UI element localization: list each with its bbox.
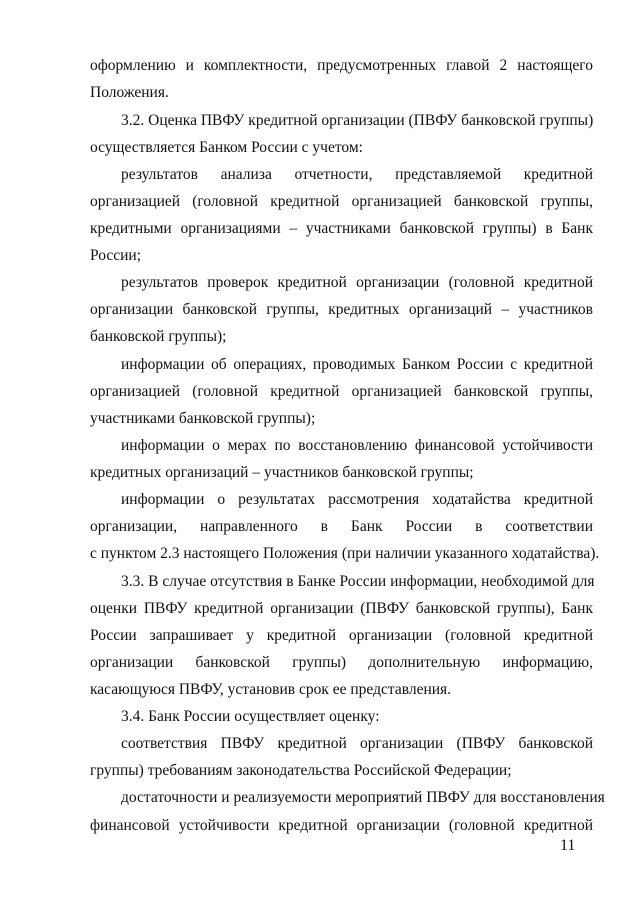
paragraph-3-2-heading: 3.2. Оценка ПВФУ кредитной организации (ПВФУ банковской группы): [121, 112, 594, 129]
text-line: организацией (головной кредитной организацией банковской группы,: [90, 383, 593, 400]
list-item-start: информации об операциях, проводимых Банком России с кредитной: [121, 356, 593, 373]
paragraph-3-4-heading: 3.4. Банк России осуществляет оценку:: [121, 708, 380, 725]
paragraph-3-3-heading: 3.3. В случае отсутствия в Банке России информации, необходимой для: [121, 573, 595, 590]
text-line: Положения.: [90, 84, 169, 101]
list-item-start: результатов проверок кредитной организации (головной кредитной: [121, 274, 593, 291]
text-line: банковской группы);: [90, 328, 227, 345]
text-line: кредитными организациями – участниками банковской группы) в Банк: [90, 220, 593, 237]
list-item-start: информации о мерах по восстановлению финансовой устойчивости: [121, 437, 593, 454]
text-line: России запрашивает у кредитной организации (головной кредитной: [90, 627, 593, 644]
text-line: кредитных организаций – участников банковской группы;: [90, 464, 474, 481]
text-line: оформлению и комплектности, предусмотренных главой 2 настоящего: [90, 57, 593, 74]
list-item-start: информации о результатах рассмотрения ходатайства кредитной: [121, 491, 593, 508]
text-line: с пунктом 2.3 настоящего Положения (при наличии указанного ходатайства).: [90, 545, 600, 562]
list-item-start: соответствия ПВФУ кредитной организации (ПВФУ банковской: [121, 735, 593, 752]
text-line: организации, направленного в Банк России в соответствии: [90, 518, 593, 535]
text-line: организации банковской группы) дополнительную информацию,: [90, 654, 593, 671]
list-item-start: достаточности и реализуемости мероприятий ПВФУ для восстановления: [121, 789, 605, 806]
text-line: организации банковской группы, кредитных организаций – участников: [90, 301, 593, 318]
text-line: группы) требованиям законодательства Российской Федерации;: [90, 762, 512, 779]
page-number: 11: [560, 837, 576, 854]
text-line: осуществляется Банком России с учетом:: [90, 139, 363, 156]
list-item-start: результатов анализа отчетности, представляемой кредитной: [121, 166, 593, 183]
text-line: участниками банковской группы);: [90, 410, 316, 427]
text-line: оценки ПВФУ кредитной организации (ПВФУ банковской группы), Банк: [90, 600, 593, 617]
text-line: организацией (головной кредитной организацией банковской группы,: [90, 193, 593, 210]
text-line: финансовой устойчивости кредитной организации (головной кредитной: [90, 817, 593, 834]
text-line: России;: [90, 247, 142, 264]
text-line: касающуюся ПВФУ, установив срок ее представления.: [90, 681, 452, 698]
